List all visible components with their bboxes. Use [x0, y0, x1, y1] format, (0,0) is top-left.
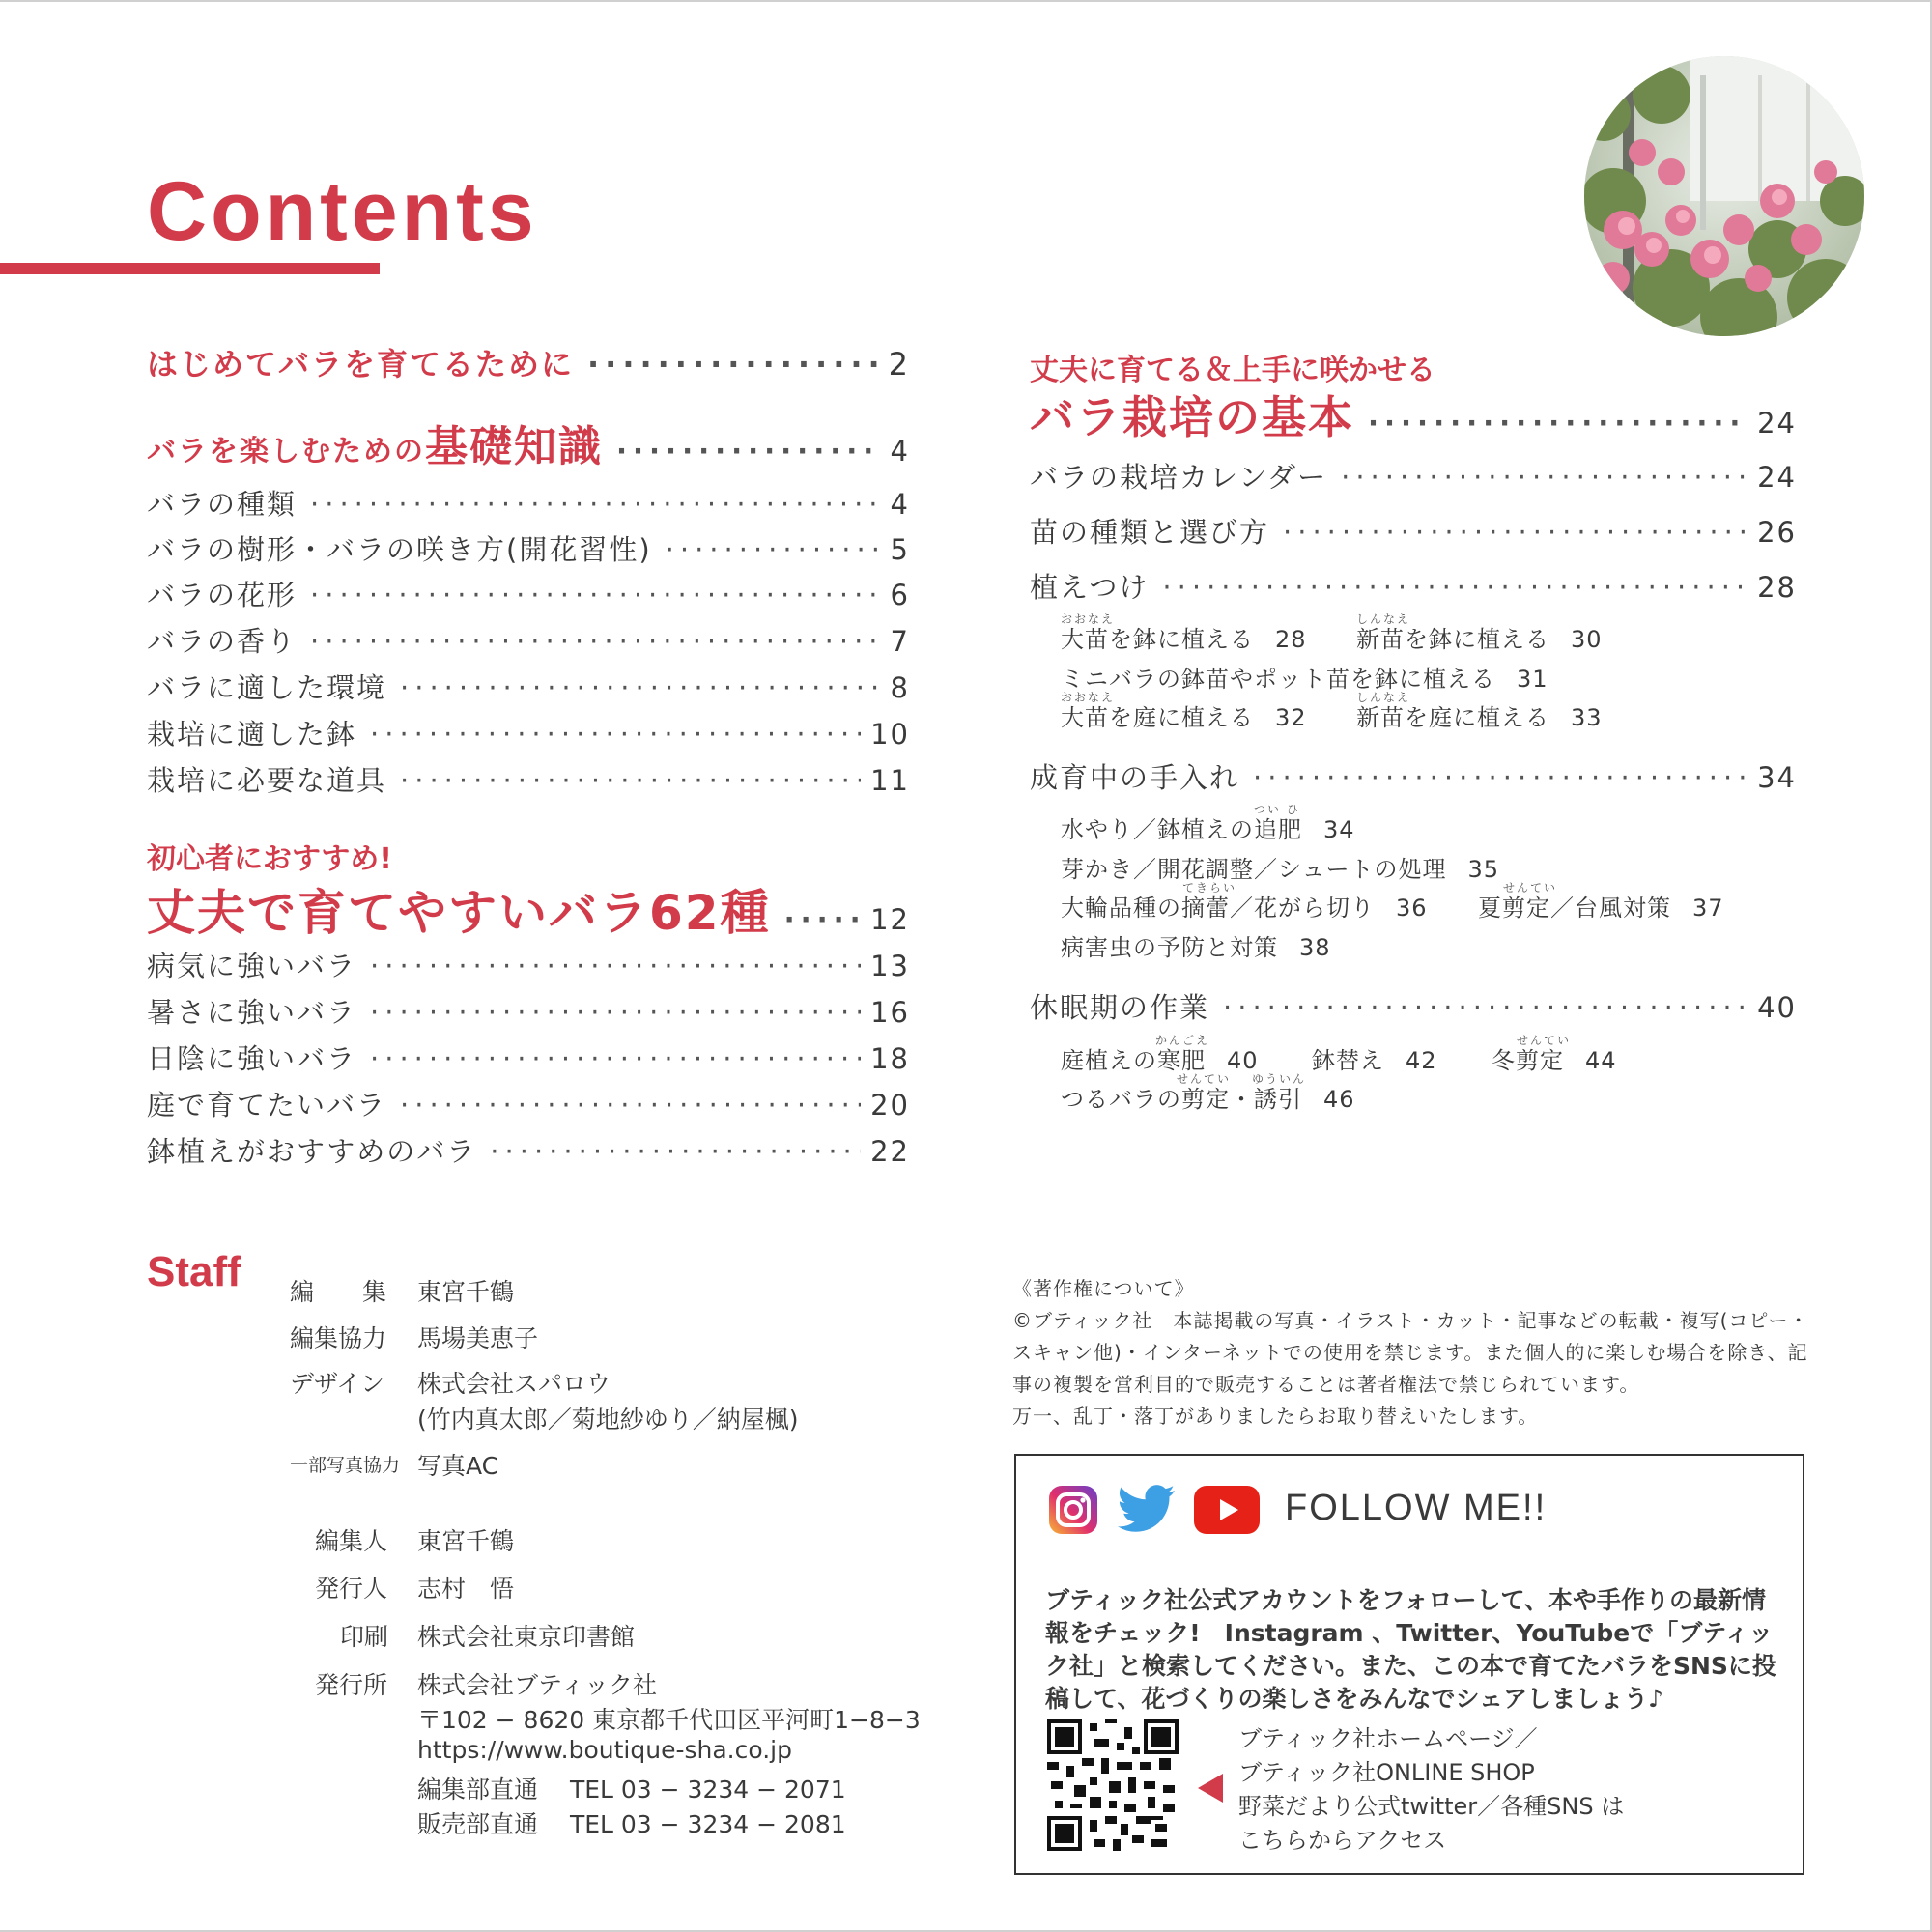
toc-subitem[interactable]: [1478, 889, 1724, 923]
toc-subitem[interactable]: [1061, 850, 1499, 884]
toc-item-label: 暑さに強いバラ: [147, 996, 357, 1029]
toc-leader: [400, 764, 861, 797]
toc-varieties-main: 丈夫で育てやすいバラ62種: [147, 885, 771, 941]
staff-url[interactable]: https://www.boutique-sha.co.jp: [417, 1736, 792, 1764]
toc-sub-page: 33: [1571, 704, 1603, 731]
toc-item-page: 34: [1757, 761, 1797, 794]
staff-address: 〒102 − 8620 東京都千代田区平河町1−8−3: [417, 1706, 921, 1734]
toc-item[interactable]: [1030, 456, 1797, 496]
toc-leader: [1223, 991, 1747, 1024]
toc-item-page: 26: [1757, 516, 1797, 549]
toc-intro-page: 2: [888, 346, 910, 383]
toc-item-label: バラに適した環境: [147, 671, 387, 704]
toc-sub-label: 夏剪定／台風対策: [1478, 895, 1671, 922]
toc-subitem[interactable]: [1312, 1041, 1437, 1075]
toc-subitem[interactable]: [1061, 620, 1307, 654]
toc-item[interactable]: [147, 667, 910, 706]
ruby-text: てきらい: [1182, 881, 1237, 895]
toc-item[interactable]: [147, 759, 910, 799]
toc-sub-page: 42: [1406, 1047, 1437, 1074]
toc-intro-label: はじめてバラを育てるために: [147, 346, 575, 383]
twitter-icon[interactable]: [1117, 1484, 1177, 1536]
toc-item-label: 日陰に強いバラ: [147, 1042, 357, 1075]
ruby-text: しんなえ: [1356, 612, 1411, 626]
staff-title: Staff: [147, 1248, 242, 1295]
toc-item-label: 病気に強いバラ: [147, 950, 357, 982]
toc-item[interactable]: [1030, 566, 1797, 606]
toc-sub-label: 庭植えの寒肥: [1061, 1047, 1206, 1074]
toc-varieties-page: 12: [870, 903, 910, 936]
toc-basics-main: 基礎知識: [425, 422, 603, 471]
ruby-text: おおなえ: [1061, 612, 1116, 626]
staff-label: 一部写真協力: [290, 1455, 401, 1476]
staff-value: 東宮千鶴: [417, 1527, 515, 1555]
toc-leader: [310, 625, 881, 658]
title-underline: [0, 263, 380, 274]
toc-sub-page: 30: [1571, 626, 1603, 653]
toc-leader: [400, 1089, 861, 1122]
toc-item-label: バラの種類: [147, 488, 298, 521]
staff-label: 発行人: [315, 1575, 388, 1603]
toc-sub-label: 水やり／鉢植えの追肥: [1061, 816, 1302, 843]
rose-photo: [1584, 56, 1864, 336]
toc-item-page: 10: [870, 718, 910, 751]
toc-item-label: 成育中の手入れ: [1030, 761, 1240, 794]
link-homepage[interactable]: ブティック社ホームページ／: [1238, 1725, 1538, 1752]
toc-item[interactable]: [147, 713, 910, 753]
toc-item-label: 庭で育てたいバラ: [147, 1089, 387, 1122]
toc-item[interactable]: [1030, 986, 1797, 1026]
toc-item[interactable]: [147, 991, 910, 1031]
qr-code[interactable]: [1047, 1719, 1179, 1851]
toc-sub-label: 病害虫の予防と対策: [1061, 934, 1278, 961]
staff-label: 編集人: [315, 1527, 388, 1555]
toc-subitem[interactable]: [1061, 810, 1355, 844]
toc-sub-page: 35: [1467, 856, 1500, 883]
follow-title: FOLLOW ME!!: [1285, 1488, 1548, 1528]
toc-sub-label: 大輪品種の摘蕾／花がら切り: [1061, 895, 1375, 922]
staff-label: 印刷: [340, 1623, 389, 1651]
toc-leader: [310, 579, 881, 611]
ruby-text: せんてい: [1503, 881, 1558, 895]
toc-item-page: 22: [870, 1135, 910, 1168]
toc-item-page: 4: [890, 488, 910, 521]
staff-tel: 編集部直通 TEL 03 − 3234 − 2071: [417, 1776, 846, 1804]
toc-sub-page: 34: [1323, 816, 1355, 843]
toc-sub-label: ミニバラの鉢苗やポット苗を鉢に植える: [1061, 666, 1495, 693]
toc-leader: [1341, 461, 1747, 494]
ruby-text: せんてい: [1177, 1072, 1232, 1086]
toc-sub-page: 46: [1323, 1086, 1355, 1113]
toc-item-label: 植えつけ: [1030, 571, 1150, 604]
toc-leader: [310, 488, 881, 521]
toc-item-page: 40: [1757, 991, 1797, 1024]
staff-label: 編 集: [290, 1278, 387, 1306]
toc-item-label: バラの香り: [147, 625, 298, 658]
toc-basics[interactable]: [147, 412, 910, 473]
toc-leader: [784, 903, 862, 936]
toc-item-label: 苗の種類と選び方: [1030, 516, 1270, 549]
toc-sub-page: 44: [1585, 1047, 1617, 1074]
toc-item[interactable]: [147, 483, 910, 523]
ruby-text: かんごえ: [1155, 1034, 1210, 1047]
toc-sub-page: 31: [1517, 666, 1548, 693]
toc-varieties[interactable]: [147, 874, 910, 944]
toc-item-page: 24: [1757, 461, 1797, 494]
toc-subitem[interactable]: [1061, 1080, 1355, 1114]
page-title: Contents: [147, 165, 538, 258]
copyright-heading: 《著作権について》: [1012, 1277, 1195, 1300]
toc-subitem[interactable]: [1061, 660, 1548, 694]
staff-tel: 販売部直通 TEL 03 − 3234 − 2081: [417, 1810, 846, 1838]
toc-subitem[interactable]: [1061, 928, 1331, 962]
copyright-notice: [1012, 1273, 1814, 1433]
arrow-left-icon: [1198, 1774, 1223, 1803]
toc-sub-page: 38: [1299, 934, 1331, 961]
toc-item[interactable]: [147, 620, 910, 660]
toc-item[interactable]: [1030, 756, 1797, 796]
toc-leader: [1368, 407, 1747, 440]
link-access: こちらからアクセス: [1238, 1827, 1447, 1854]
toc-item-label: 栽培に必要な道具: [147, 764, 387, 797]
toc-sub-label: つるバラの剪定・誘引: [1061, 1086, 1302, 1113]
ruby-text: しんなえ: [1356, 691, 1411, 704]
toc-item-label: バラの花形: [147, 579, 298, 611]
toc-item[interactable]: [147, 1130, 910, 1170]
staff-value: 志村 悟: [417, 1575, 515, 1603]
toc-sub-label: 新苗を庭に植える: [1356, 704, 1549, 731]
toc-sub-label: 大苗を鉢に植える: [1061, 626, 1254, 653]
toc-leader: [400, 671, 881, 704]
toc-basics-page: 4: [890, 435, 910, 468]
follow-body: ブティック社公式アカウントをフォローして、本や手作りの最新情報をチェック! Instagram 、Twitter、YouTubeで「ブティック社」と検索してください。また、この本で育てたバラをSNSに投稿して、花づくりの楽しさをみんなでシェアしましょう♪: [1045, 1586, 1776, 1713]
ruby-text: つい ひ: [1254, 803, 1300, 816]
toc-item[interactable]: [147, 574, 910, 613]
toc-leader: [370, 950, 861, 982]
toc-item-label: バラの栽培カレンダー: [1030, 461, 1328, 494]
toc-item-label: バラの樹形・バラの咲き方(開花習性): [147, 533, 652, 566]
toc-subitem[interactable]: [1356, 698, 1603, 732]
toc-leader: [370, 996, 861, 1029]
toc-sub-page: 36: [1396, 895, 1428, 922]
toc-sub-label: 大苗を庭に植える: [1061, 704, 1254, 731]
toc-basics-pre: バラを楽しむための: [147, 435, 425, 469]
toc-item-page: 16: [870, 996, 910, 1029]
staff-value: 写真AC: [417, 1452, 499, 1480]
toc-sub-page: 40: [1227, 1047, 1259, 1074]
staff-label: 編集協力: [290, 1324, 387, 1352]
toc-sub-label: 芽かき／開花調整／シュートの処理: [1061, 856, 1447, 883]
link-online-shop[interactable]: ブティック社ONLINE SHOP: [1238, 1759, 1535, 1786]
toc-leader: [490, 1135, 861, 1168]
staff-value: 馬場美恵子: [417, 1324, 539, 1352]
staff-label: 発行所: [315, 1671, 388, 1699]
staff-value: (竹内真太郎／菊地紗ゆり／納屋楓): [417, 1406, 799, 1434]
toc-item[interactable]: [147, 1037, 910, 1077]
toc-item-page: 18: [870, 1042, 910, 1075]
toc-item-page: 6: [890, 579, 910, 611]
toc-leader: [616, 435, 881, 468]
toc-subitem[interactable]: [1492, 1041, 1617, 1075]
toc-item-page: 13: [870, 950, 910, 982]
toc-item-page: 11: [870, 764, 910, 797]
staff-label: デザイン: [290, 1370, 385, 1398]
toc-subitem[interactable]: [1061, 889, 1428, 923]
toc-leader: [1253, 761, 1747, 794]
toc-item-label: 鉢植えがおすすめのバラ: [147, 1135, 477, 1168]
instagram-icon[interactable]: [1047, 1484, 1099, 1536]
copyright-note: 万一、乱丁・落丁がありましたらお取り替えいたします。: [1012, 1405, 1539, 1428]
ruby-text: せんてい: [1517, 1034, 1572, 1047]
staff-value: 株式会社スパロウ: [417, 1370, 611, 1398]
toc-sub-label: 冬剪定: [1492, 1047, 1564, 1074]
toc-subitem[interactable]: [1061, 698, 1307, 732]
toc-sub-label: 鉢替え: [1312, 1047, 1384, 1074]
link-sns[interactable]: 野菜だより公式twitter／各種SNS は: [1238, 1793, 1625, 1820]
toc-intro[interactable]: [147, 340, 910, 384]
toc-item-page: 5: [890, 533, 910, 566]
toc-sub-page: 32: [1275, 704, 1307, 731]
toc-varieties-pre: 初心者におすすめ!: [147, 842, 392, 876]
toc-leader: [587, 346, 879, 383]
toc-cultivation-page: 24: [1757, 407, 1797, 440]
staff-value: 東宮千鶴: [417, 1278, 515, 1306]
toc-leader: [1283, 516, 1747, 549]
toc-item-page: 28: [1757, 571, 1797, 604]
toc-item-label: 休眠期の作業: [1030, 991, 1210, 1024]
youtube-icon[interactable]: [1194, 1486, 1260, 1534]
toc-item-label: 栽培に適した鉢: [147, 718, 357, 751]
toc-sub-page: 28: [1275, 626, 1307, 653]
copyright-body: ©ブティック社 本誌掲載の写真・イラスト・カット・記事などの転載・複写(コピー・スキャン他)・インターネットでの使用を禁じます。また個人的に楽しむ場合を除き、記事の複製を営利目的で販売することは著者権法で禁じられています。: [1012, 1309, 1809, 1396]
toc-cultivation[interactable]: [1030, 383, 1797, 446]
staff-value: 株式会社ブティック社: [417, 1671, 658, 1699]
toc-cultivation-pre: 丈夫に育てる＆上手に咲かせる: [1030, 354, 1435, 387]
toc-leader: [1162, 571, 1747, 604]
toc-item[interactable]: [147, 528, 910, 568]
toc-subitem[interactable]: [1356, 620, 1603, 654]
toc-sub-label: 新苗を鉢に植える: [1356, 626, 1549, 653]
toc-cultivation-main: バラ栽培の基本: [1030, 391, 1354, 443]
ruby-text: ゆういん: [1252, 1072, 1307, 1086]
toc-item[interactable]: [147, 945, 910, 984]
toc-item-page: 7: [890, 625, 910, 658]
toc-leader: [666, 533, 881, 566]
toc-leader: [370, 718, 861, 751]
toc-item-page: 8: [890, 671, 910, 704]
toc-item[interactable]: [147, 1084, 910, 1123]
toc-leader: [370, 1042, 861, 1075]
toc-item[interactable]: [1030, 511, 1797, 551]
staff-value: 株式会社東京印書館: [417, 1623, 636, 1651]
toc-sub-page: 37: [1692, 895, 1724, 922]
toc-item-page: 20: [870, 1089, 910, 1122]
ruby-text: おおなえ: [1061, 691, 1116, 704]
